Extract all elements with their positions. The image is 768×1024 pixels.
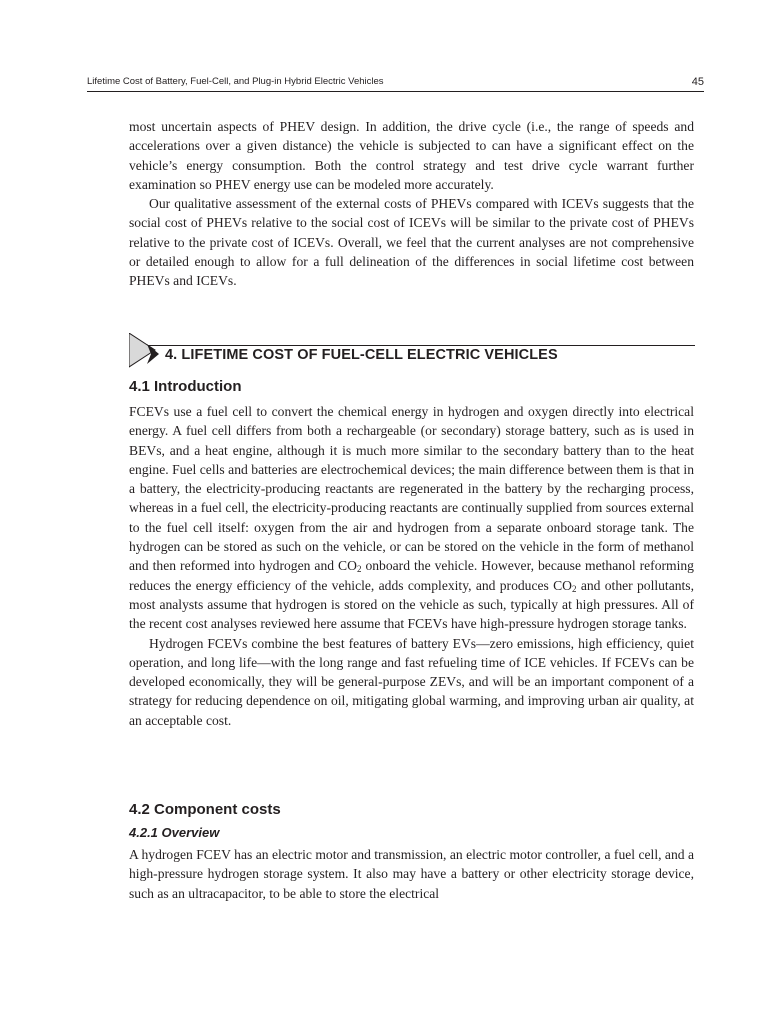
section-rule — [129, 345, 695, 346]
paragraph — [129, 402, 694, 634]
intro-text — [129, 117, 694, 291]
text-run: onboard the vehicle. However, because methanol reforming reduces the energy efficiency of the vehicle, adds complexity, and produces CO — [129, 558, 694, 593]
running-title: Lifetime Cost of Battery, Fuel-Cell, and Plug-in Hybrid Electric Vehicles — [87, 76, 384, 87]
subsection-heading: 4.1 Introduction — [129, 378, 242, 395]
paragraph: most uncertain aspects of PHEV design. In addition, the drive cycle (i.e., the range of speeds and accelerations over a given distance) the vehicle is subjected to can have a significant effect on the vehicle’s energy consumption. Both the control strategy and test drive cycle warrant further examination so PHEV energy use can be modeled more accurately. — [129, 119, 694, 192]
text-run: FCEVs use a fuel cell to convert the chemical energy in hydrogen and oxygen directly into electrical energy. A fuel cell differs from both a rechargeable (or secondary) storage battery, such as is used in BEVs, and a heat engine, although it is much more similar to the secondary battery than to the heat engine. Fuel cells and batteries are electrochemical devices; the main difference between them is that in a battery, the electricity-producing reactants are regenerated in the battery by the recharging process, whereas in a fuel cell, the electricity-producing reactants are continually supplied from sources external to the fuel cell itself: oxygen from the air and hydrogen from a separate onboard storage tank. The hydrogen can be stored as such on the vehicle, or can be stored on the vehicle in the form of methanol and then reformed into hydrogen and CO — [129, 404, 694, 574]
introduction-text — [129, 402, 694, 730]
subsubsection-heading: 4.2.1 Overview — [129, 825, 220, 840]
subscript: 2 — [572, 583, 577, 594]
paragraph: A hydrogen FCEV has an electric motor and transmission, an electric motor controller, a fuel cell, and a high-pressure hydrogen storage system. It also may have a battery or other electricity storage device, such as an ultracapacitor, to be able to store the electrical — [129, 847, 694, 901]
section-title: 4. LIFETIME COST OF FUEL-CELL ELECTRIC VEHICLES — [165, 347, 558, 363]
text-run: and other pollutants, most analysts assume that hydrogen is stored on the vehicle as such, typically at high pressures. All of the recent cost analyses reviewed here assume that FCEVs have high-pressure hydrogen storage tanks. — [129, 577, 694, 632]
paragraph: Hydrogen FCEVs combine the best features of battery EVs—zero emissions, high efficiency, quiet operation, and long life—with the long range and fast refueling time of ICE vehicles. If FCEVs can be developed economically, they will be general-purpose ZEVs, and will be an important component of a strategy for reducing dependence on oil, mitigating global warming, and improving urban air quality, at an acceptable cost. — [129, 635, 694, 728]
overview-text — [129, 845, 694, 903]
running-header — [87, 75, 704, 92]
page-number: 45 — [691, 76, 704, 88]
subscript: 2 — [356, 564, 362, 575]
paragraph: Our qualitative assessment of the external costs of PHEVs compared with ICEVs suggests that the social cost of PHEVs relative to the social cost of ICEVs will be similar to the private cost of PHEVs relative to the private cost of ICEVs. Overall, we feel that the current analyses are not comprehensive or detailed enough to allow for a full delineation of the differences in social lifetime cost between PHEVs and ICEVs. — [129, 196, 694, 289]
subsection-heading: 4.2 Component costs — [129, 801, 281, 818]
section-heading — [129, 333, 695, 373]
chevron-arrow-icon — [129, 333, 165, 369]
